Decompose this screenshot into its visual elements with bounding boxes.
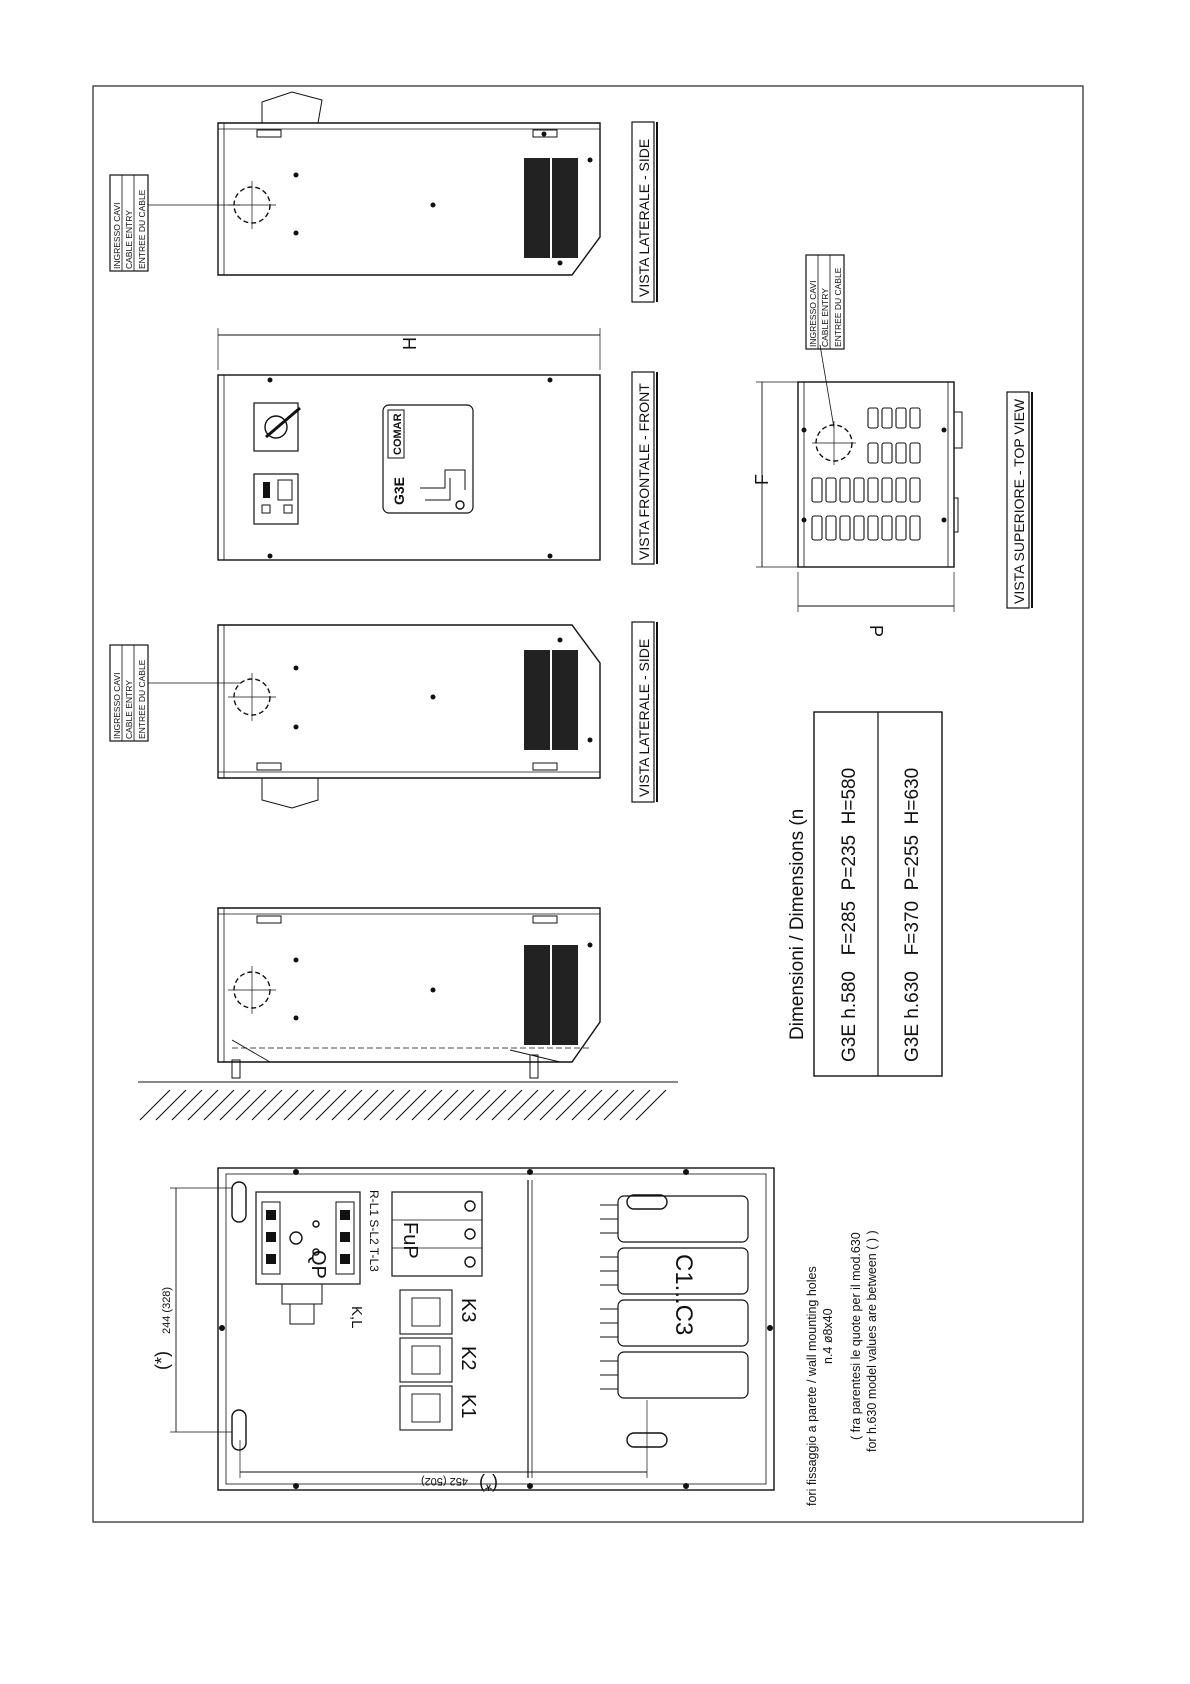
label-fup: FuP bbox=[399, 1222, 421, 1259]
label-qp: QP bbox=[307, 1250, 329, 1279]
svg-text:VISTA SUPERIORE - TOP VIEW: VISTA SUPERIORE - TOP VIEW bbox=[1011, 398, 1027, 604]
nameplate-model: G3E bbox=[391, 476, 407, 505]
dimensions-row-2: G3E h.630 F=370 P=255 H=630 bbox=[902, 767, 923, 1062]
label-capacitors: C1...C3 bbox=[670, 1254, 697, 1336]
view-title-side-middle bbox=[632, 622, 657, 802]
label-k3: K3 bbox=[457, 1298, 479, 1323]
dimension-452-star: (*) bbox=[479, 1474, 498, 1494]
svg-text:VISTA FRONTALE - FRONT: VISTA FRONTALE - FRONT bbox=[636, 383, 652, 560]
label-k1: K1 bbox=[457, 1394, 479, 1419]
dimension-h: H bbox=[400, 337, 420, 350]
front-view-controller-display bbox=[263, 482, 270, 498]
dimension-244: 244 (328) bbox=[161, 1286, 173, 1334]
svg-text:CABLE ENTRY: CABLE ENTRY bbox=[124, 680, 134, 739]
top-view-dots bbox=[802, 428, 947, 523]
view-title-side-top bbox=[632, 122, 657, 302]
dimension-f: F bbox=[752, 474, 772, 485]
cable-entry-text-3: ENTREE DU CABLE bbox=[137, 189, 147, 269]
label-kl: K,L bbox=[348, 1306, 365, 1329]
cable-entry-text-1: INGRESSO CAVI bbox=[112, 202, 122, 269]
svg-text:VISTA LATERALE - SIDE: VISTA LATERALE - SIDE bbox=[636, 638, 652, 797]
side-view-middle-vents bbox=[524, 650, 578, 750]
nameplate-brand: COMAR bbox=[392, 413, 404, 455]
view-title-front bbox=[632, 372, 657, 564]
view-title-top bbox=[1007, 392, 1032, 608]
dimensions-table bbox=[787, 712, 942, 1076]
dimensions-row-1: G3E h.580 F=285 P=235 H=580 bbox=[839, 767, 860, 1062]
svg-text:VISTA LATERALE - SIDE: VISTA LATERALE - SIDE bbox=[636, 138, 652, 297]
top-view bbox=[756, 345, 962, 612]
cable-entry-label-top-view bbox=[806, 255, 844, 349]
front-view bbox=[218, 328, 600, 560]
dimension-p: P bbox=[866, 625, 886, 638]
svg-text:( fra parentesi le quote per i: ( fra parentesi le quote per il mod.630 bbox=[849, 1232, 863, 1440]
dimension-244-star: (*) bbox=[152, 1351, 172, 1370]
svg-text:fori fissaggio a parete / wall: fori fissaggio a parete / wall mounting holes bbox=[805, 1266, 819, 1506]
dimension-452: 452 (502) bbox=[420, 1475, 468, 1487]
svg-text:ENTREE DU CABLE: ENTREE DU CABLE bbox=[137, 659, 147, 739]
svg-text:ENTREE DU CABLE: ENTREE DU CABLE bbox=[833, 267, 843, 347]
svg-text:INGRESSO CAVI: INGRESSO CAVI bbox=[808, 280, 818, 347]
cable-entry-label-top bbox=[110, 175, 148, 271]
floor-line bbox=[138, 1082, 678, 1120]
drawing-frame bbox=[93, 86, 1083, 1522]
cable-entry-text-2: CABLE ENTRY bbox=[124, 210, 134, 269]
label-k2: K2 bbox=[457, 1346, 479, 1371]
side-view-top-vents bbox=[524, 158, 578, 258]
label-phases: R-L1 S-L2 T-L3 bbox=[367, 1190, 381, 1272]
side-view-floor-vents bbox=[524, 945, 578, 1045]
svg-text:n.4 ø8x40: n.4 ø8x40 bbox=[821, 1308, 835, 1364]
dimensions-title: Dimensioni / Dimensions (n bbox=[787, 808, 808, 1040]
cable-entry-label-middle bbox=[110, 645, 148, 741]
mounting-note bbox=[805, 1230, 879, 1506]
svg-text:for h.630 model values are bet: for h.630 model values are between ( ) ) bbox=[865, 1230, 879, 1452]
svg-text:INGRESSO CAVI: INGRESSO CAVI bbox=[112, 672, 122, 739]
svg-text:CABLE ENTRY: CABLE ENTRY bbox=[820, 288, 830, 347]
